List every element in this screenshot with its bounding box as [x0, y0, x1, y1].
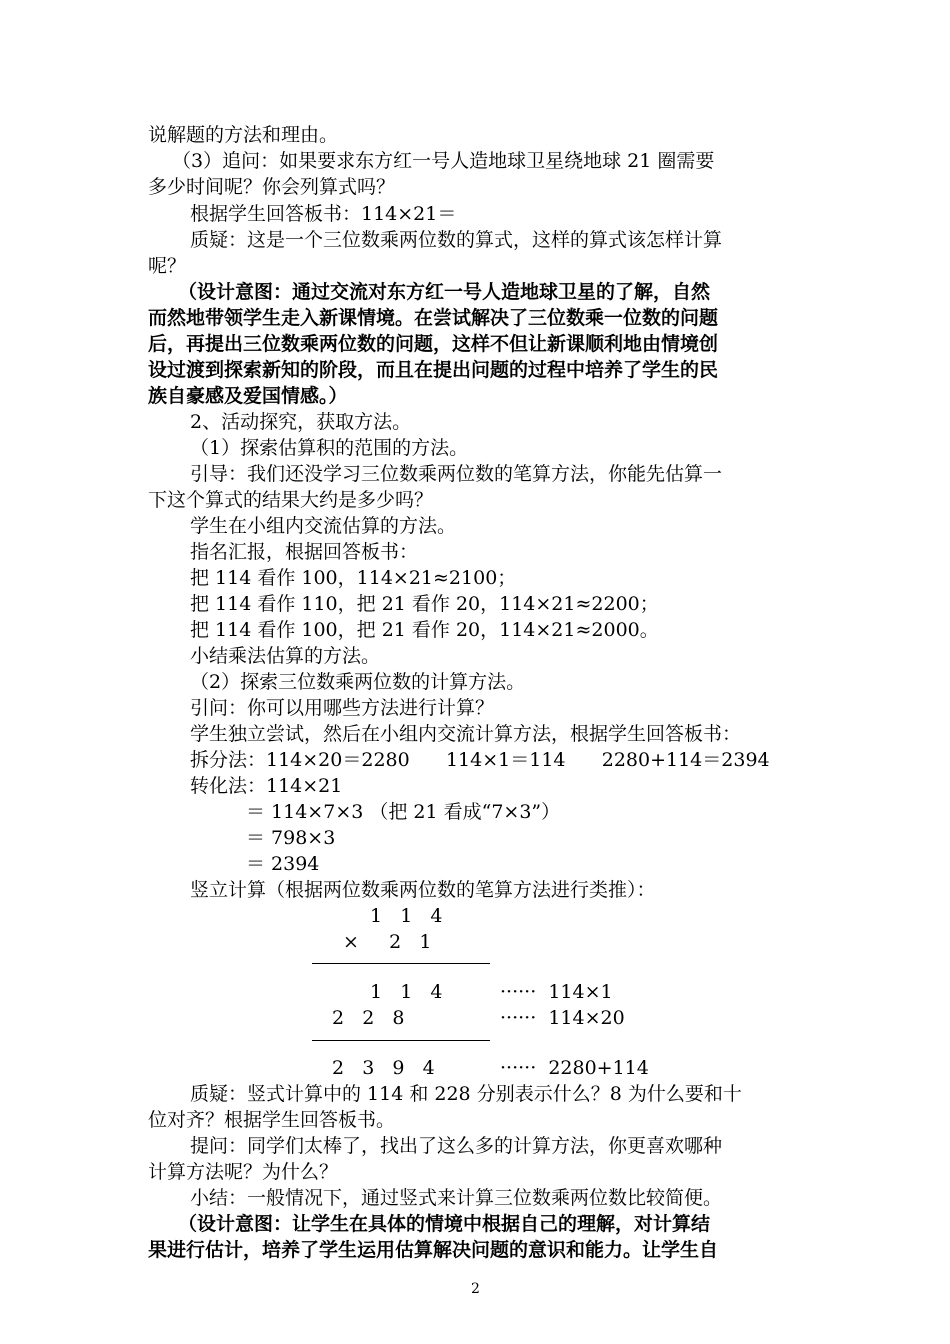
text-line: 根据学生回答板书：114×21＝	[190, 203, 457, 225]
vertical-row: × 2 1	[343, 931, 432, 953]
vertical-row: 2 3 9 4	[332, 1057, 435, 1079]
text-line: 计算方法呢？为什么？	[148, 1161, 339, 1183]
transform-step: ＝ 2394	[246, 853, 320, 875]
text-line: 说解题的方法和理由。	[148, 124, 339, 146]
text-line: 位对齐？根据学生回答板书。	[148, 1109, 396, 1131]
text-line: 多少时间呢？你会列算式吗？	[148, 176, 396, 198]
vertical-row: 2 2 8	[332, 1007, 405, 1029]
vertical-note: ······ 2280+114	[500, 1057, 649, 1079]
design-intent-paragraph: 设过渡到探索新知的阶段，而且在提出问题的过程中培养了学生的民	[148, 359, 719, 381]
design-intent-paragraph: 族自豪感及爱国情感。）	[148, 385, 348, 407]
estimate-line: 把 114 看作 100，把 21 看作 20，114×21≈2000。	[190, 619, 659, 641]
text-line: 下这个算式的结果大约是多少吗？	[148, 489, 434, 511]
vertical-row: 1 1 4	[370, 981, 443, 1003]
vertical-rule	[312, 1040, 490, 1041]
text-line: 呢？	[148, 255, 187, 277]
transform-method-line: 转化法：114×21	[190, 775, 343, 797]
design-intent-paragraph: 而然地带领学生走入新课情境。在尝试解决了三位数乘一位数的问题	[148, 307, 719, 329]
text-line: 指名汇报，根据回答板书：	[190, 541, 419, 563]
text-line: 小结：一般情况下，通过竖式来计算三位数乘两位数比较简便。	[190, 1187, 723, 1209]
section-heading: 2、活动探究，获取方法。	[190, 411, 412, 433]
text-line: 质疑：竖式计算中的 114 和 228 分别表示什么？8 为什么要和十	[190, 1083, 742, 1105]
text-line: 小结乘法估算的方法。	[190, 645, 381, 667]
subsection-heading: （1）探索估算积的范围的方法。	[190, 437, 469, 459]
text-line: 学生在小组内交流估算的方法。	[190, 515, 457, 537]
transform-step: ＝ 798×3	[246, 827, 336, 849]
vertical-method-heading: 竖立计算（根据两位数乘两位数的笔算方法进行类推）：	[190, 879, 656, 901]
page-number: 2	[471, 1281, 480, 1297]
vertical-note: ······ 114×20	[500, 1007, 625, 1029]
text-line: 引导：我们还没学习三位数乘两位数的笔算方法，你能先估算一	[190, 463, 723, 485]
vertical-note: ······ 114×1	[500, 981, 613, 1003]
vertical-rule	[312, 963, 490, 964]
design-intent-paragraph: 后，再提出三位数乘两位数的问题，这样不但让新课顺利地由情境创	[148, 333, 719, 355]
transform-step: ＝ 114×7×3 （把 21 看成“7×3”）	[246, 801, 561, 823]
text-line: （3）追问：如果要求东方红一号人造地球卫星绕地球 21 圈需要	[172, 150, 715, 172]
text-line: 学生独立尝试，然后在小组内交流计算方法，根据学生回答板书：	[190, 723, 742, 745]
text-line: 质疑：这是一个三位数乘两位数的算式，这样的算式该怎样计算	[190, 229, 723, 251]
split-method-line: 拆分法：114×20＝2280 114×1＝114 2280+114＝2394	[190, 749, 770, 771]
design-intent-paragraph: 果进行估计，培养了学生运用估算解决问题的意识和能力。让学生自	[148, 1239, 719, 1261]
design-intent-paragraph: （设计意图：通过交流对东方红一号人造地球卫星的了解，自然	[178, 281, 711, 303]
subsection-heading: （2）探索三位数乘两位数的计算方法。	[190, 671, 526, 693]
estimate-line: 把 114 看作 100，114×21≈2100；	[190, 567, 517, 589]
text-line: 提问：同学们太棒了，找出了这么多的计算方法，你更喜欢哪种	[190, 1135, 723, 1157]
design-intent-paragraph: （设计意图：让学生在具体的情境中根据自己的理解，对计算结	[178, 1213, 711, 1235]
estimate-line: 把 114 看作 110，把 21 看作 20，114×21≈2200；	[190, 593, 659, 615]
text-line: 引问：你可以用哪些方法进行计算？	[190, 697, 495, 719]
vertical-row: 1 1 4	[370, 905, 443, 927]
